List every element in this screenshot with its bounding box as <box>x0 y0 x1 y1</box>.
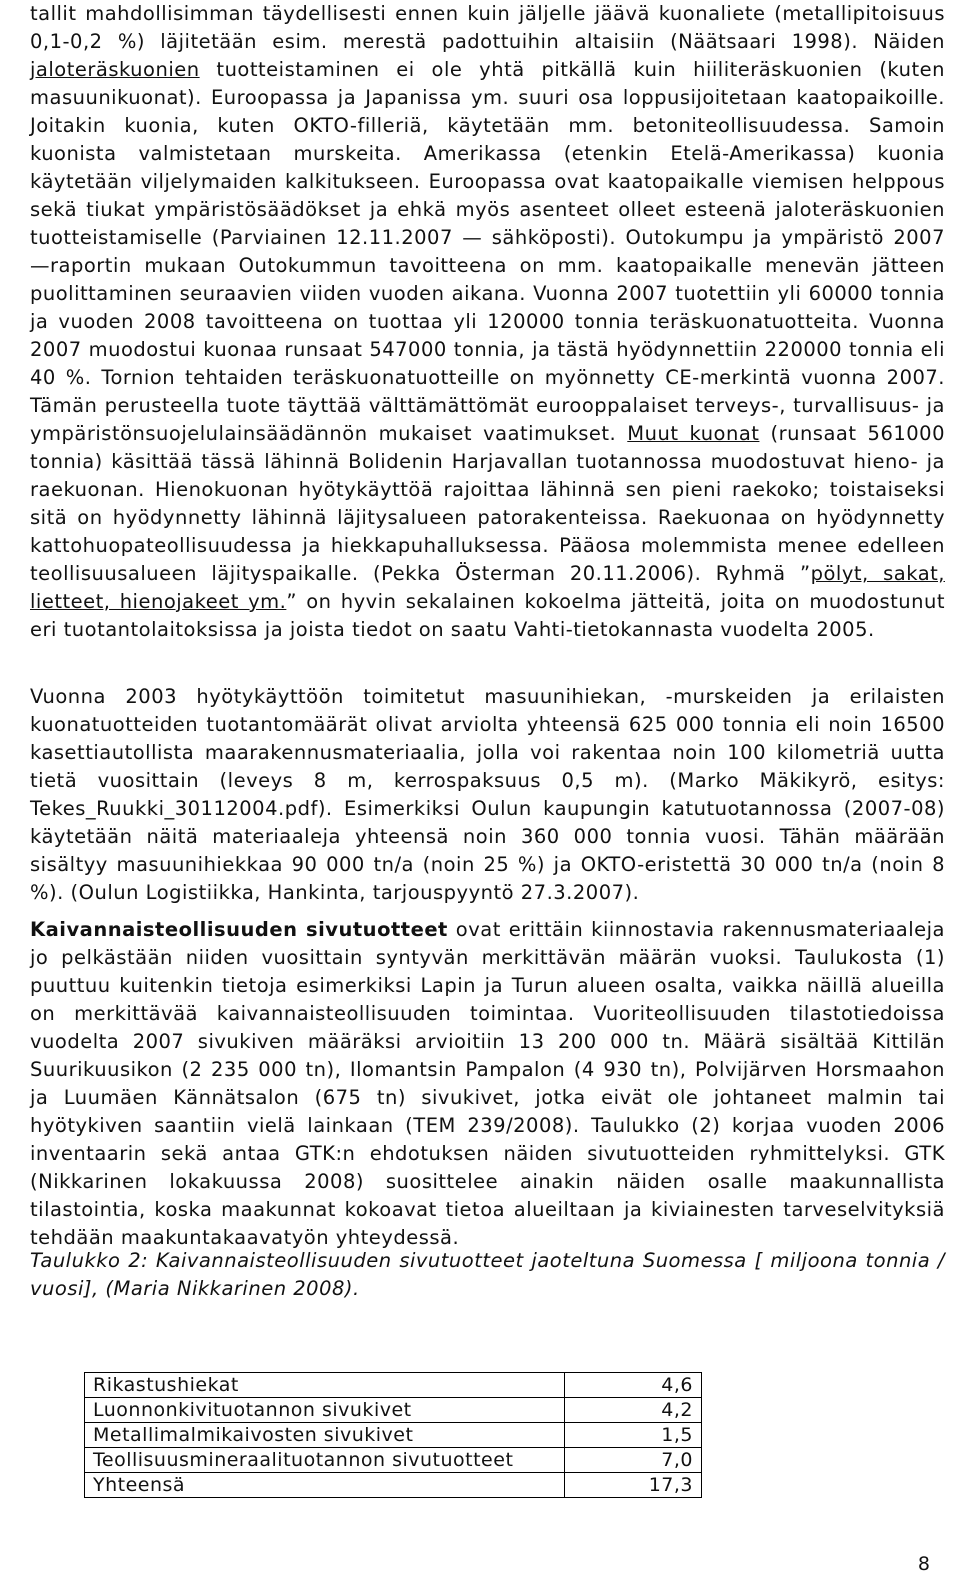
paragraph-slag-part4: ” on hyvin sekalainen kokoelma jätteitä, joita on muodostunut eri tuotantolaitoksissa ja joista tiedot on saatu Vahti-tietokannasta vuodelta 2005. <box>30 590 946 641</box>
link-polyt-sakat[interactable]: pölyt, sakat, lietteet, hienojakeet ym. <box>30 562 945 613</box>
page-number: 8 <box>917 1553 930 1575</box>
paragraph-mining-text: ovat erittäin kiinnostavia rakennusmateriaaleja jo pelkästään niiden vuosittain syntyvän merkittävän määrän vuoksi. Taulukosta (1) puuttuu kuitenkin tietoja esimerkiksi Lapin ja Turun alueen osalta, vaikka näillä alueilla on merkittävää kaivannaisteollisuuden toimintaa. Vuoriteollisuuden tilastotiedoissa vuodelta 2007 sivukiven määräksi arvioitiin 13 200 000 tn. Määrä sisältää Kittilän Suurikuusikon (2 235 000 tn), Ilomantsin Pampalon (4 930 tn), Polvijärven Horsmaahon ja Luumäen Kännätsalon (675 tn) sivukivet, jotka eivät ole johtaneet malmin tai hyötykiven saantiin vielä lainkaan (TEM 239/2008). Taulukko (2) korjaa vuoden 2006 inventaarin sekä antaa GTK:n ehdotuksen näiden sivutuotteiden ryhmittelyksi. GTK (Nikkarinen lokakuussa 2008) suosittelee ainakin näiden osalle maakunnallista tilastointia, koska maakunnat kokoavat tietoa alueiltaan ja kiviainesten tarveselvityksiä tehdään maakuntakaavatyön yhteydessä. <box>30 918 946 1249</box>
table-row <box>85 1373 702 1398</box>
table-caption: Taulukko 2: Kaivannaisteollisuuden sivutuotteet jaoteltuna Suomessa [ miljoona tonnia / vuosi], (Maria Nikkarinen 2008). <box>30 1249 945 1300</box>
table-cell-value: 4,6 <box>565 1373 702 1398</box>
table-cell-value: 7,0 <box>565 1448 702 1473</box>
table-cell-name: Teollisuusmineraalituotannon sivutuotteet <box>85 1448 565 1473</box>
table-cell-name: Metallimalmikaivosten sivukivet <box>85 1423 565 1448</box>
table-row <box>85 1398 702 1423</box>
table-cell-value: 4,2 <box>565 1398 702 1423</box>
link-muut-kuonat[interactable]: Muut kuonat <box>627 422 760 445</box>
table-cell-name: Luonnonkivituotannon sivukivet <box>85 1398 565 1423</box>
table-cell-name: Rikastushiekat <box>85 1373 565 1398</box>
table-row <box>85 1423 702 1448</box>
section-heading: Kaivannaisteollisuuden sivutuotteet <box>30 918 448 941</box>
table-cell-name: Yhteensä <box>85 1473 565 1498</box>
paragraph-blast-furnace-sand: Vuonna 2003 hyötykäyttöön toimitetut masuunihiekan, -murskeiden ja erilaisten kuonatuotteiden tuotantomäärät olivat arviolta yhteensä 625 000 tonnia eli noin 16500 kasettiautollista maarakennusmateriaalia, jolla voi rakentaa noin 100 kilometriä uutta tietä vuosittain (leveys 8 m, kerrospaksuus 0,5 m). (Marko Mäkikyrö, esitys: Tekes_Ruukki_30112004.pdf). Esimerkiksi Oulun kaupungin katutuotannossa (2007-08) käytetään näitä materiaaleja yhteensä noin 360 000 tonnia vuosi. Tähän määrään sisältyy masuunihiekkaa 90 000 tn/a (noin 25 %) ja OKTO-eristettä 30 000 tn/a (noin 8 %). (Oulun Logistiikka, Hankinta, tarjouspyyntö 27.3.2007). <box>30 685 945 904</box>
paragraph-slag-part2: tuotteistaminen ei ole yhtä pitkällä kuin hiiliteräskuonien (kuten masuunikuonat). Euroopassa ja Japanissa ym. suuri osa loppusijoitetaan kaatopaikoille. Joitakin kuonia, kuten OKTO-filleriä, käytetään mm. betoniteollisuudessa. Samoin kuonista valmistetaan murskeita. Amerikassa (etenkin Etelä-Amerikassa) kuonia käytetään viljelymaiden kalkitukseen. Euroopassa ovat kaatopaikalle viemisen helppous sekä tiukat ympäristösäädökset ja ehkä myös asenteet olleet esteenä jaloteräskuonien tuotteistamiselle (Parviainen 12.11.2007 — sähköposti). Outokumpu ja ympäristö 2007 —raportin mukaan Outokummun tavoitteena on mm. kaatopaikalle menevän jätteen puolittaminen seuraavien viiden vuoden aikana. Vuonna 2007 tuotettiin yli 60000 tonnia ja vuoden 2008 tavoitteena on tuottaa yli 120000 tonnia teräskuonatuotteita. Vuonna 2007 muodostui kuonaa runsaat 547000 tonnia, ja tästä hyödynnettiin 220000 tonnia eli 40 %. Tornion tehtaiden teräskuonatuotteille on myönnetty CE-merkintä vuonna 2007. Tämän perusteella tuote täyttää välttämättömät eurooppalaiset terveys-, turvallisuus- ja ympäristönsuojelulainsäädännön mukaiset vaatimukset. <box>30 58 945 445</box>
paragraph-slag <box>30 0 945 644</box>
table-cell-value: 1,5 <box>565 1423 702 1448</box>
link-jaloteraskuonien[interactable]: jaloteräskuonien <box>30 58 200 81</box>
paragraph-slag-part1: tallit mahdollisimman täydellisesti ennen kuin jäljelle jäävä kuonaliete (metallipitoisuus 0,1-0,2 %) läjitetään esim. merestä padottuihin altaisiin (Näätsaari 1998). Näiden <box>30 2 945 53</box>
paragraph-slag-part3: (runsaat 561000 tonnia) käsittää tässä lähinnä Bolidenin Harjavallan tuotannossa muodostuvat hieno- ja raekuonan. Hienokuonan hyötykäyttöä rajoittaa lähinnä sen pieni raekoko; toistaiseksi sitä on hyödynnetty lähinnä läjitysalueen patorakenteissa. Raekuonaa on hyödynnetty kattohuopateollisuudessa ja hiekkapuhalluksessa. Pääosa molemmista menee edelleen teollisuusalueen läjityspaikalle. (Pekka Österman 20.11.2006). Ryhmä ” <box>30 422 945 585</box>
table-row <box>85 1448 702 1473</box>
paragraph-mining-byproducts <box>30 916 945 1252</box>
byproducts-table <box>84 1372 702 1498</box>
table-cell-value: 17,3 <box>565 1473 702 1498</box>
table-row <box>85 1473 702 1498</box>
